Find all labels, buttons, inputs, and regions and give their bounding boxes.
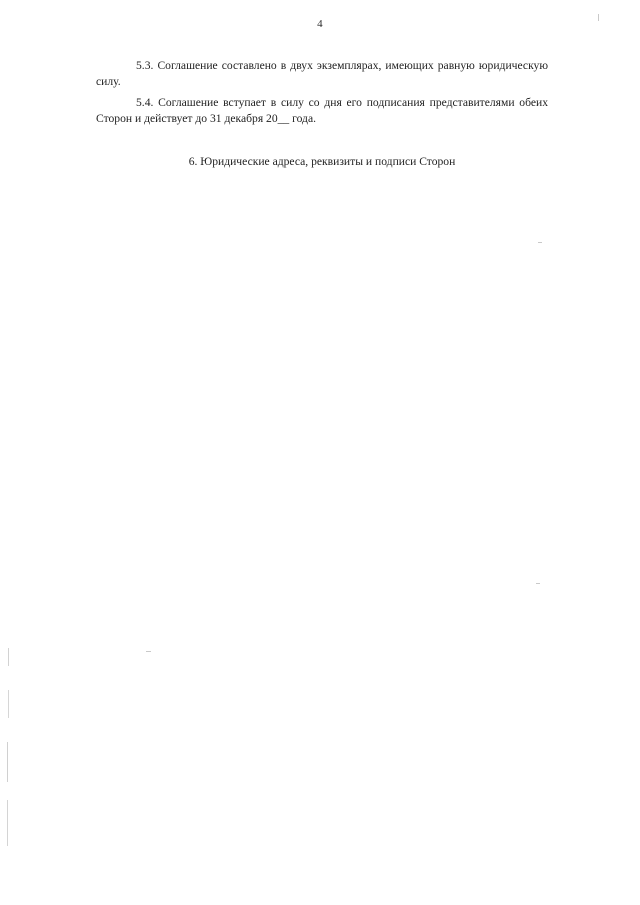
scan-artifact bbox=[538, 242, 542, 243]
section-heading: 6. Юридические адреса, реквизиты и подписи Сторон bbox=[188, 154, 456, 168]
page-number: 4 bbox=[317, 18, 323, 30]
document-body bbox=[96, 58, 548, 170]
scan-artifact bbox=[146, 651, 151, 652]
scan-artifact bbox=[598, 14, 599, 21]
scan-artifact bbox=[536, 583, 540, 584]
paragraph-clause-5-3: 5.3. Соглашение составлено в двух экземплярах, имеющих равную юридическую силу. bbox=[96, 59, 548, 89]
scan-artifact bbox=[8, 690, 9, 718]
scan-artifact bbox=[7, 742, 8, 782]
scan-artifact bbox=[8, 648, 9, 666]
scan-artifact bbox=[7, 800, 8, 846]
paragraph-clause-5-4: 5.4. Соглашение вступает в силу со дня его подписания представителями обеих Сторон и действует до 31 декабря 20__ года. bbox=[96, 95, 548, 126]
